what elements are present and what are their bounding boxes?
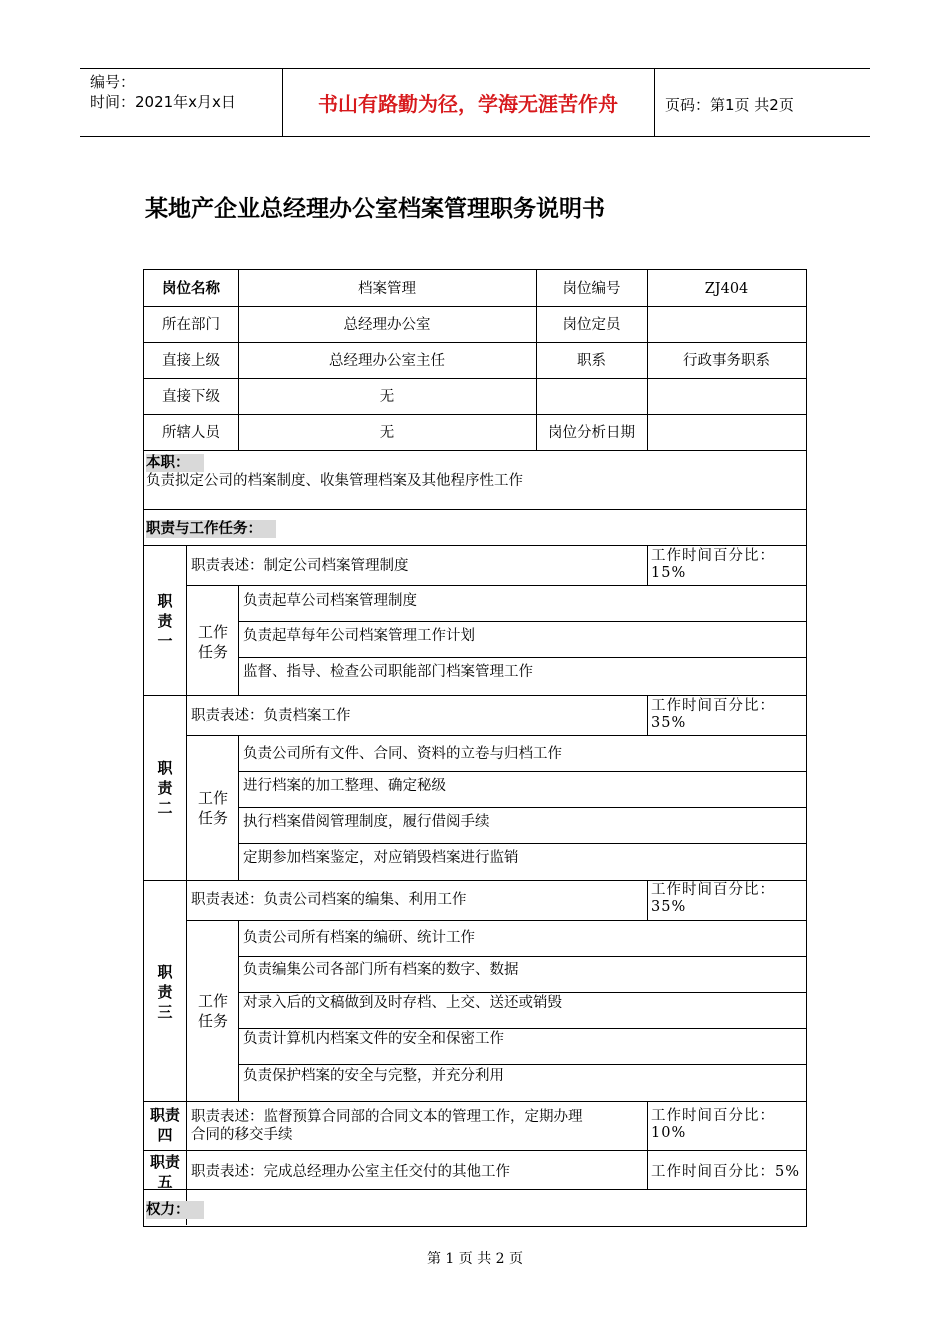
header-meta [90, 72, 236, 112]
resp3-task: 负责编集公司各部门所有档案的数字、数据 [243, 962, 519, 978]
value-subordinate: 无 [379, 389, 395, 405]
resp1-task: 负责起草每年公司档案管理工作计划 [243, 628, 475, 644]
resp1-pct [651, 548, 775, 582]
resp3-task: 负责保护档案的安全与完整，并充分利用 [243, 1068, 504, 1084]
resp5-label-b: 五 [157, 1173, 173, 1191]
resp4-pct [651, 1108, 775, 1142]
resp3-desc: 职责表述：负责公司档案的编集、利用工作 [191, 892, 467, 908]
label-job-family: 职系 [577, 353, 606, 369]
pct-value: 35% [651, 899, 687, 915]
resp2-task: 执行档案借阅管理制度，履行借阅手续 [243, 814, 490, 830]
resp1-task-label: 工作 任务 [197, 623, 228, 661]
value-staff: 无 [379, 425, 395, 441]
resp4-label [145, 1105, 185, 1145]
page-footer: 第 1 页 共 2 页 [426, 1251, 524, 1267]
resp2-task: 负责公司所有文件、合同、资料的立卷与归档工作 [243, 746, 562, 762]
pct-label: 工作时间百分比： [651, 698, 775, 714]
header-bottom-rule [80, 136, 870, 137]
resp2-label: 职 责 二 [157, 759, 173, 817]
resp4-label-b: 四 [157, 1126, 173, 1144]
pct-value: 10% [651, 1125, 687, 1141]
tasks-section-label: 职责与工作任务： [146, 520, 276, 538]
resp1-label: 职 责 一 [157, 592, 173, 650]
label-headcount: 岗位定员 [562, 317, 621, 333]
resp3-task: 负责计算机内档案文件的安全和保密工作 [243, 1031, 504, 1047]
value-department: 总经理办公室 [343, 317, 431, 333]
resp2-task: 进行档案的加工整理、确定秘级 [243, 778, 446, 794]
value-superior: 总经理办公室主任 [329, 353, 445, 369]
number-label: 编号： [90, 73, 136, 91]
header-motto: 书山有路勤为径，学海无涯苦作舟 [318, 92, 618, 116]
resp4-desc-line: 合同的移交手续 [191, 1127, 293, 1143]
resp2-pct [651, 698, 775, 732]
header-top-rule [80, 68, 870, 69]
resp5-pct: 工作时间百分比：5% [651, 1164, 801, 1180]
resp2-task-label: 工作 任务 [197, 789, 228, 827]
pct-label: 工作时间百分比： [651, 1108, 775, 1124]
value-job-title: 档案管理 [358, 281, 416, 297]
label-superior: 直接上级 [162, 353, 220, 369]
resp4-desc [191, 1108, 583, 1144]
pct-value: 15% [651, 565, 687, 581]
duty-text: 负责拟定公司的档案制度、收集管理档案及其他程序性工作 [146, 473, 523, 489]
pct-label: 工作时间百分比： [651, 548, 775, 564]
job-description-form [143, 269, 807, 1227]
resp3-pct [651, 882, 775, 916]
resp3-task: 负责公司所有档案的编研、统计工作 [243, 930, 475, 946]
time-label: 时间：2021年x月x日 [90, 93, 236, 111]
resp5-desc: 职责表述：完成总经理办公室主任交付的其他工作 [191, 1164, 510, 1180]
resp2-task: 定期参加档案鉴定，对应销毁档案进行监销 [243, 850, 519, 866]
resp3-task-label: 工作 任务 [197, 992, 228, 1030]
page-title: 某地产企业总经理办公室档案管理职务说明书 [145, 196, 605, 222]
label-analysis-date: 岗位分析日期 [548, 425, 635, 441]
label-job-code: 岗位编号 [562, 281, 621, 297]
duty-label: 本职： [146, 454, 204, 472]
pct-label: 工作时间百分比： [651, 882, 775, 898]
resp2-desc: 职责表述：负责档案工作 [191, 708, 351, 724]
resp5-label [145, 1152, 185, 1192]
header-divider [654, 68, 655, 136]
label-subordinate: 直接下级 [162, 389, 220, 405]
label-job-title: 岗位名称 [162, 281, 220, 297]
resp1-desc: 职责表述：制定公司档案管理制度 [191, 558, 409, 574]
resp1-task: 监督、指导、检查公司职能部门档案管理工作 [243, 664, 533, 680]
page-info: 页码：第1页 共2页 [665, 96, 794, 114]
resp5-label-a: 职责 [149, 1153, 180, 1171]
label-department: 所在部门 [162, 317, 220, 333]
power-label: 权力： [146, 1201, 204, 1219]
resp4-desc-line: 职责表述：监督预算合同部的合同文本的管理工作，定期办理 [191, 1109, 583, 1125]
resp3-task: 对录入后的文稿做到及时存档、上交、送还或销毁 [243, 995, 562, 1011]
resp1-task: 负责起草公司档案管理制度 [243, 593, 417, 609]
value-job-family: 行政事务职系 [683, 353, 770, 369]
label-staff: 所辖人员 [162, 425, 220, 441]
pct-value: 35% [651, 715, 687, 731]
resp3-label: 职 责 三 [157, 963, 173, 1021]
value-job-code: ZJ404 [704, 281, 749, 297]
resp4-label-a: 职责 [149, 1106, 180, 1124]
